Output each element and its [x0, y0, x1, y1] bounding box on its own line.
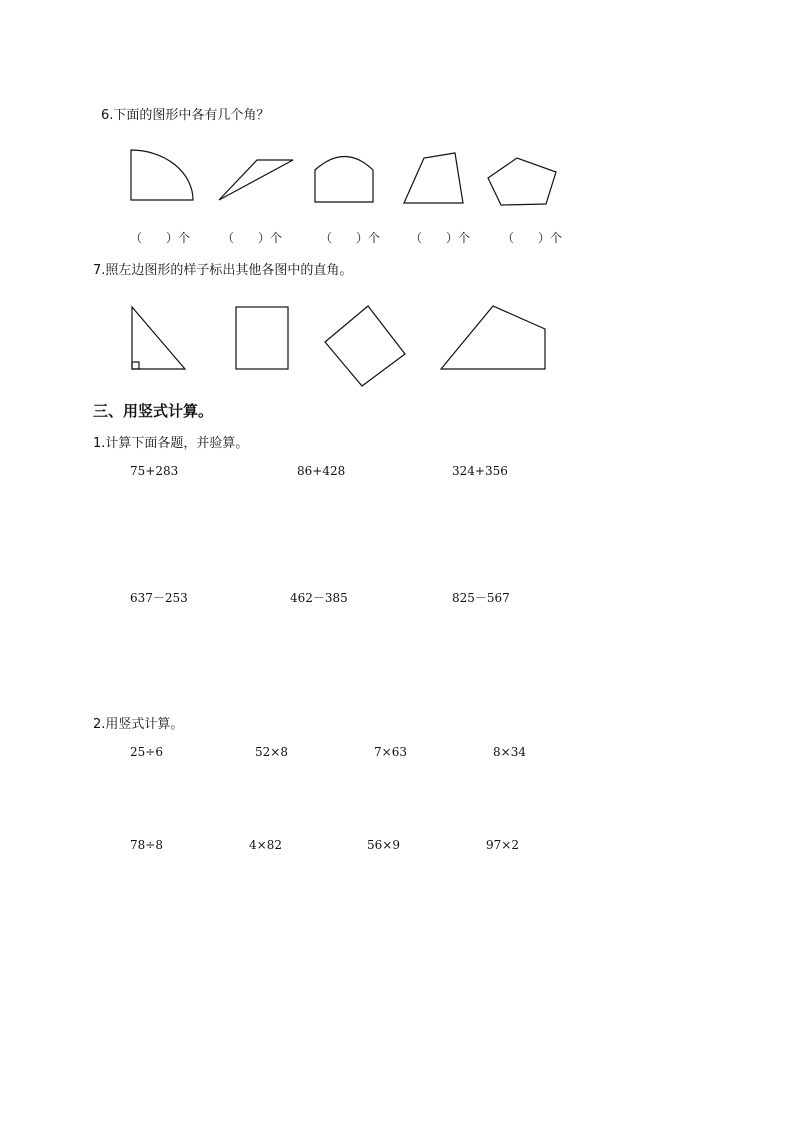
rectangle-shape[interactable]	[236, 307, 288, 369]
question-6-title: 6.下面的图形中各有几个角？	[101, 108, 270, 123]
q6-blank-3[interactable]: （ ）个	[320, 231, 381, 245]
expression: 86+428	[297, 464, 346, 478]
question-7-shapes	[0, 0, 794, 400]
expression: 75+283	[130, 464, 179, 478]
question-7-title: 7.照左边图形的样子标出其他各图中的直角。	[93, 263, 353, 278]
q6-blank-4[interactable]: （ ）个	[410, 231, 471, 245]
expression: 7×63	[374, 745, 407, 759]
expression: 56×9	[367, 838, 400, 852]
expression: 4×82	[249, 838, 282, 852]
expression: 324+356	[452, 464, 508, 478]
expression: 462－385	[290, 591, 348, 605]
tilted-square-shape[interactable]	[325, 306, 405, 386]
q6-blank-5[interactable]: （ ）个	[502, 231, 563, 245]
expression: 8×34	[493, 745, 526, 759]
q6-blank-1[interactable]: （ ）个	[130, 231, 191, 245]
right-triangle-shape[interactable]	[132, 307, 185, 369]
section-3-title: 三、用竖式计算。	[93, 402, 214, 420]
expression: 78÷8	[130, 838, 163, 852]
right-trapezoid-shape[interactable]	[441, 306, 545, 369]
right-angle-mark	[132, 362, 139, 369]
expression: 637－253	[130, 591, 188, 605]
expression: 97×2	[486, 838, 519, 852]
section-3-part-2-title: 2.用竖式计算。	[93, 717, 184, 732]
expression: 825－567	[452, 591, 510, 605]
q6-blank-2[interactable]: （ ）个	[222, 231, 283, 245]
expression: 52×8	[255, 745, 288, 759]
section-3-part-1-title: 1.计算下面各题，并验算。	[93, 436, 249, 451]
expression: 25÷6	[130, 745, 163, 759]
